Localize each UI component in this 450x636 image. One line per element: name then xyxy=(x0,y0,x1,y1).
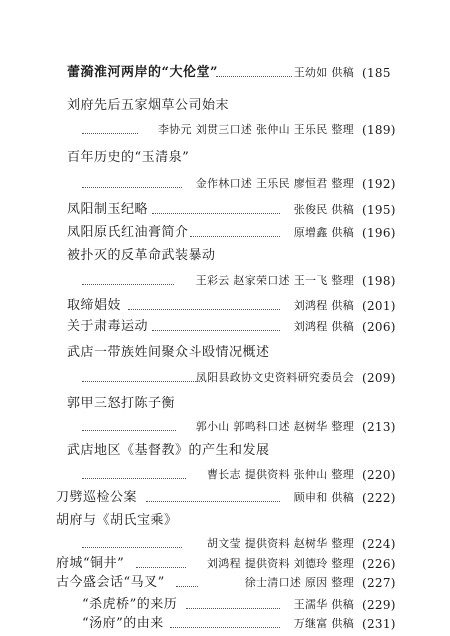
entry-page: (195) xyxy=(362,203,396,217)
entry-credit: 郭小山 郭鸣科口述 赵树华 整理 xyxy=(195,420,354,433)
toc-entry-credit-line xyxy=(0,418,450,436)
entry-credit: 王彩云 赵家荣口述 王一飞 整理 xyxy=(195,274,354,287)
entry-credit: 胡文莹 提供资料 赵树华 整理 xyxy=(207,537,354,550)
leader-dots xyxy=(82,477,186,479)
entry-credit: 顾申和 供稿 xyxy=(293,491,354,504)
entry-page: (196) xyxy=(362,226,396,240)
toc-entry-credit-line xyxy=(0,466,450,484)
toc-entry xyxy=(0,149,450,167)
entry-title: 关于肃毒运动 xyxy=(67,319,149,334)
leader-dots xyxy=(82,380,202,382)
entry-credit: 万继富 供稿 xyxy=(293,617,354,630)
entry-title: “杀虎桥”的来历 xyxy=(82,597,178,612)
toc-entry xyxy=(0,247,450,265)
leader-dots xyxy=(136,566,186,568)
entry-title: 取缔娼妓 xyxy=(67,298,122,313)
entry-credit: 原增鑫 供稿 xyxy=(293,226,354,239)
toc-entry-credit-line xyxy=(0,535,450,553)
toc-entry xyxy=(0,297,450,315)
entry-title: 被扑灭的反革命武装暴动 xyxy=(67,248,216,263)
toc-entry-credit-line xyxy=(0,272,450,290)
entry-page: (229) xyxy=(362,598,396,612)
leader-dots xyxy=(82,132,138,134)
toc-entry xyxy=(0,574,450,592)
entry-title: 凤阳原氏红油膏简介 xyxy=(67,225,189,240)
entry-page: (227) xyxy=(362,576,396,590)
entry-credit: 徐士清口述 原因 整理 xyxy=(244,576,354,589)
toc-entry xyxy=(0,344,450,362)
entry-page: (222) xyxy=(362,491,396,505)
entry-page: (206) xyxy=(362,320,396,334)
entry-title: 百年历史的“玉清泉” xyxy=(67,150,190,165)
leader-dots xyxy=(82,283,174,285)
toc-entry xyxy=(0,64,450,82)
leader-dots xyxy=(82,546,182,548)
entry-title: 武店一带族姓间聚众斗殴情况概述 xyxy=(67,345,270,360)
leader-dots xyxy=(82,186,182,188)
entry-title: 胡府与《胡氏宝乘》 xyxy=(56,513,178,528)
leader-dots xyxy=(146,500,280,502)
entry-page: (185 xyxy=(362,66,391,80)
entry-title: 府城“铜井” xyxy=(56,556,125,571)
entry-title: 古今盛会话“马叉” xyxy=(56,575,165,590)
entry-page: (192) xyxy=(362,177,396,191)
toc-entry xyxy=(0,596,450,614)
entry-credit: 凤阳县政协文史资料研究委员会 xyxy=(195,371,354,384)
toc-entry xyxy=(0,201,450,219)
leader-dots xyxy=(152,212,280,214)
entry-page: (220) xyxy=(362,468,396,482)
entry-credit: 刘鸿程 提供资料 刘德玲 整理 xyxy=(207,557,354,570)
toc-entry xyxy=(0,318,450,336)
entry-credit: 王幼如 供稿 xyxy=(293,66,354,79)
entry-credit: 金作林口述 王乐民 廖恒君 整理 xyxy=(195,177,354,190)
entry-title: 郭甲三怒打陈子衡 xyxy=(67,396,176,411)
entry-title: 凤阳制玉纪略 xyxy=(67,202,149,217)
leader-dots xyxy=(152,329,280,331)
entry-page: (209) xyxy=(362,371,396,385)
entry-page: (201) xyxy=(362,299,396,313)
toc-entry-credit-line xyxy=(0,175,450,193)
leader-dots xyxy=(176,585,198,587)
entry-page: (189) xyxy=(362,123,396,137)
toc-entry xyxy=(0,395,450,413)
entry-title: 武店地区《基督教》的产生和发展 xyxy=(67,443,270,458)
entry-page: (224) xyxy=(362,537,396,551)
leader-dots xyxy=(128,308,280,310)
leader-dots xyxy=(186,607,280,609)
toc-entry xyxy=(0,442,450,460)
toc-entry xyxy=(0,555,450,573)
toc-entry-credit-line xyxy=(0,121,450,139)
entry-page: (198) xyxy=(362,274,396,288)
leader-dots xyxy=(216,75,292,77)
toc-entry xyxy=(0,615,450,633)
entry-credit: 张俊民 供稿 xyxy=(293,203,354,216)
entry-title: 刀劈巡检公案 xyxy=(56,490,138,505)
toc-entry xyxy=(0,489,450,507)
toc-entry xyxy=(0,512,450,530)
toc-entry xyxy=(0,224,450,242)
entry-title: 刘府先后五家烟草公司始末 xyxy=(67,98,230,113)
leader-dots xyxy=(190,235,280,237)
entry-page: (213) xyxy=(362,420,396,434)
entry-title: 蕾漪淮河两岸的“大伦堂” xyxy=(67,65,218,80)
entry-page: (226) xyxy=(362,557,396,571)
entry-title: “汤府”的由来 xyxy=(82,616,164,631)
leader-dots xyxy=(170,626,280,628)
toc-entry xyxy=(0,97,450,115)
entry-credit: 王濡华 供稿 xyxy=(293,598,354,611)
entry-credit: 刘鸿程 供稿 xyxy=(293,299,354,312)
leader-dots xyxy=(82,429,176,431)
toc-entry-credit-line xyxy=(0,369,450,387)
entry-page: (231) xyxy=(362,617,396,631)
entry-credit: 李协元 刘贯三口述 张仲山 王乐民 整理 xyxy=(158,123,354,136)
entry-credit: 刘鸿程 供稿 xyxy=(293,320,354,333)
entry-credit: 曹长志 提供资料 张仲山 整理 xyxy=(207,468,354,481)
